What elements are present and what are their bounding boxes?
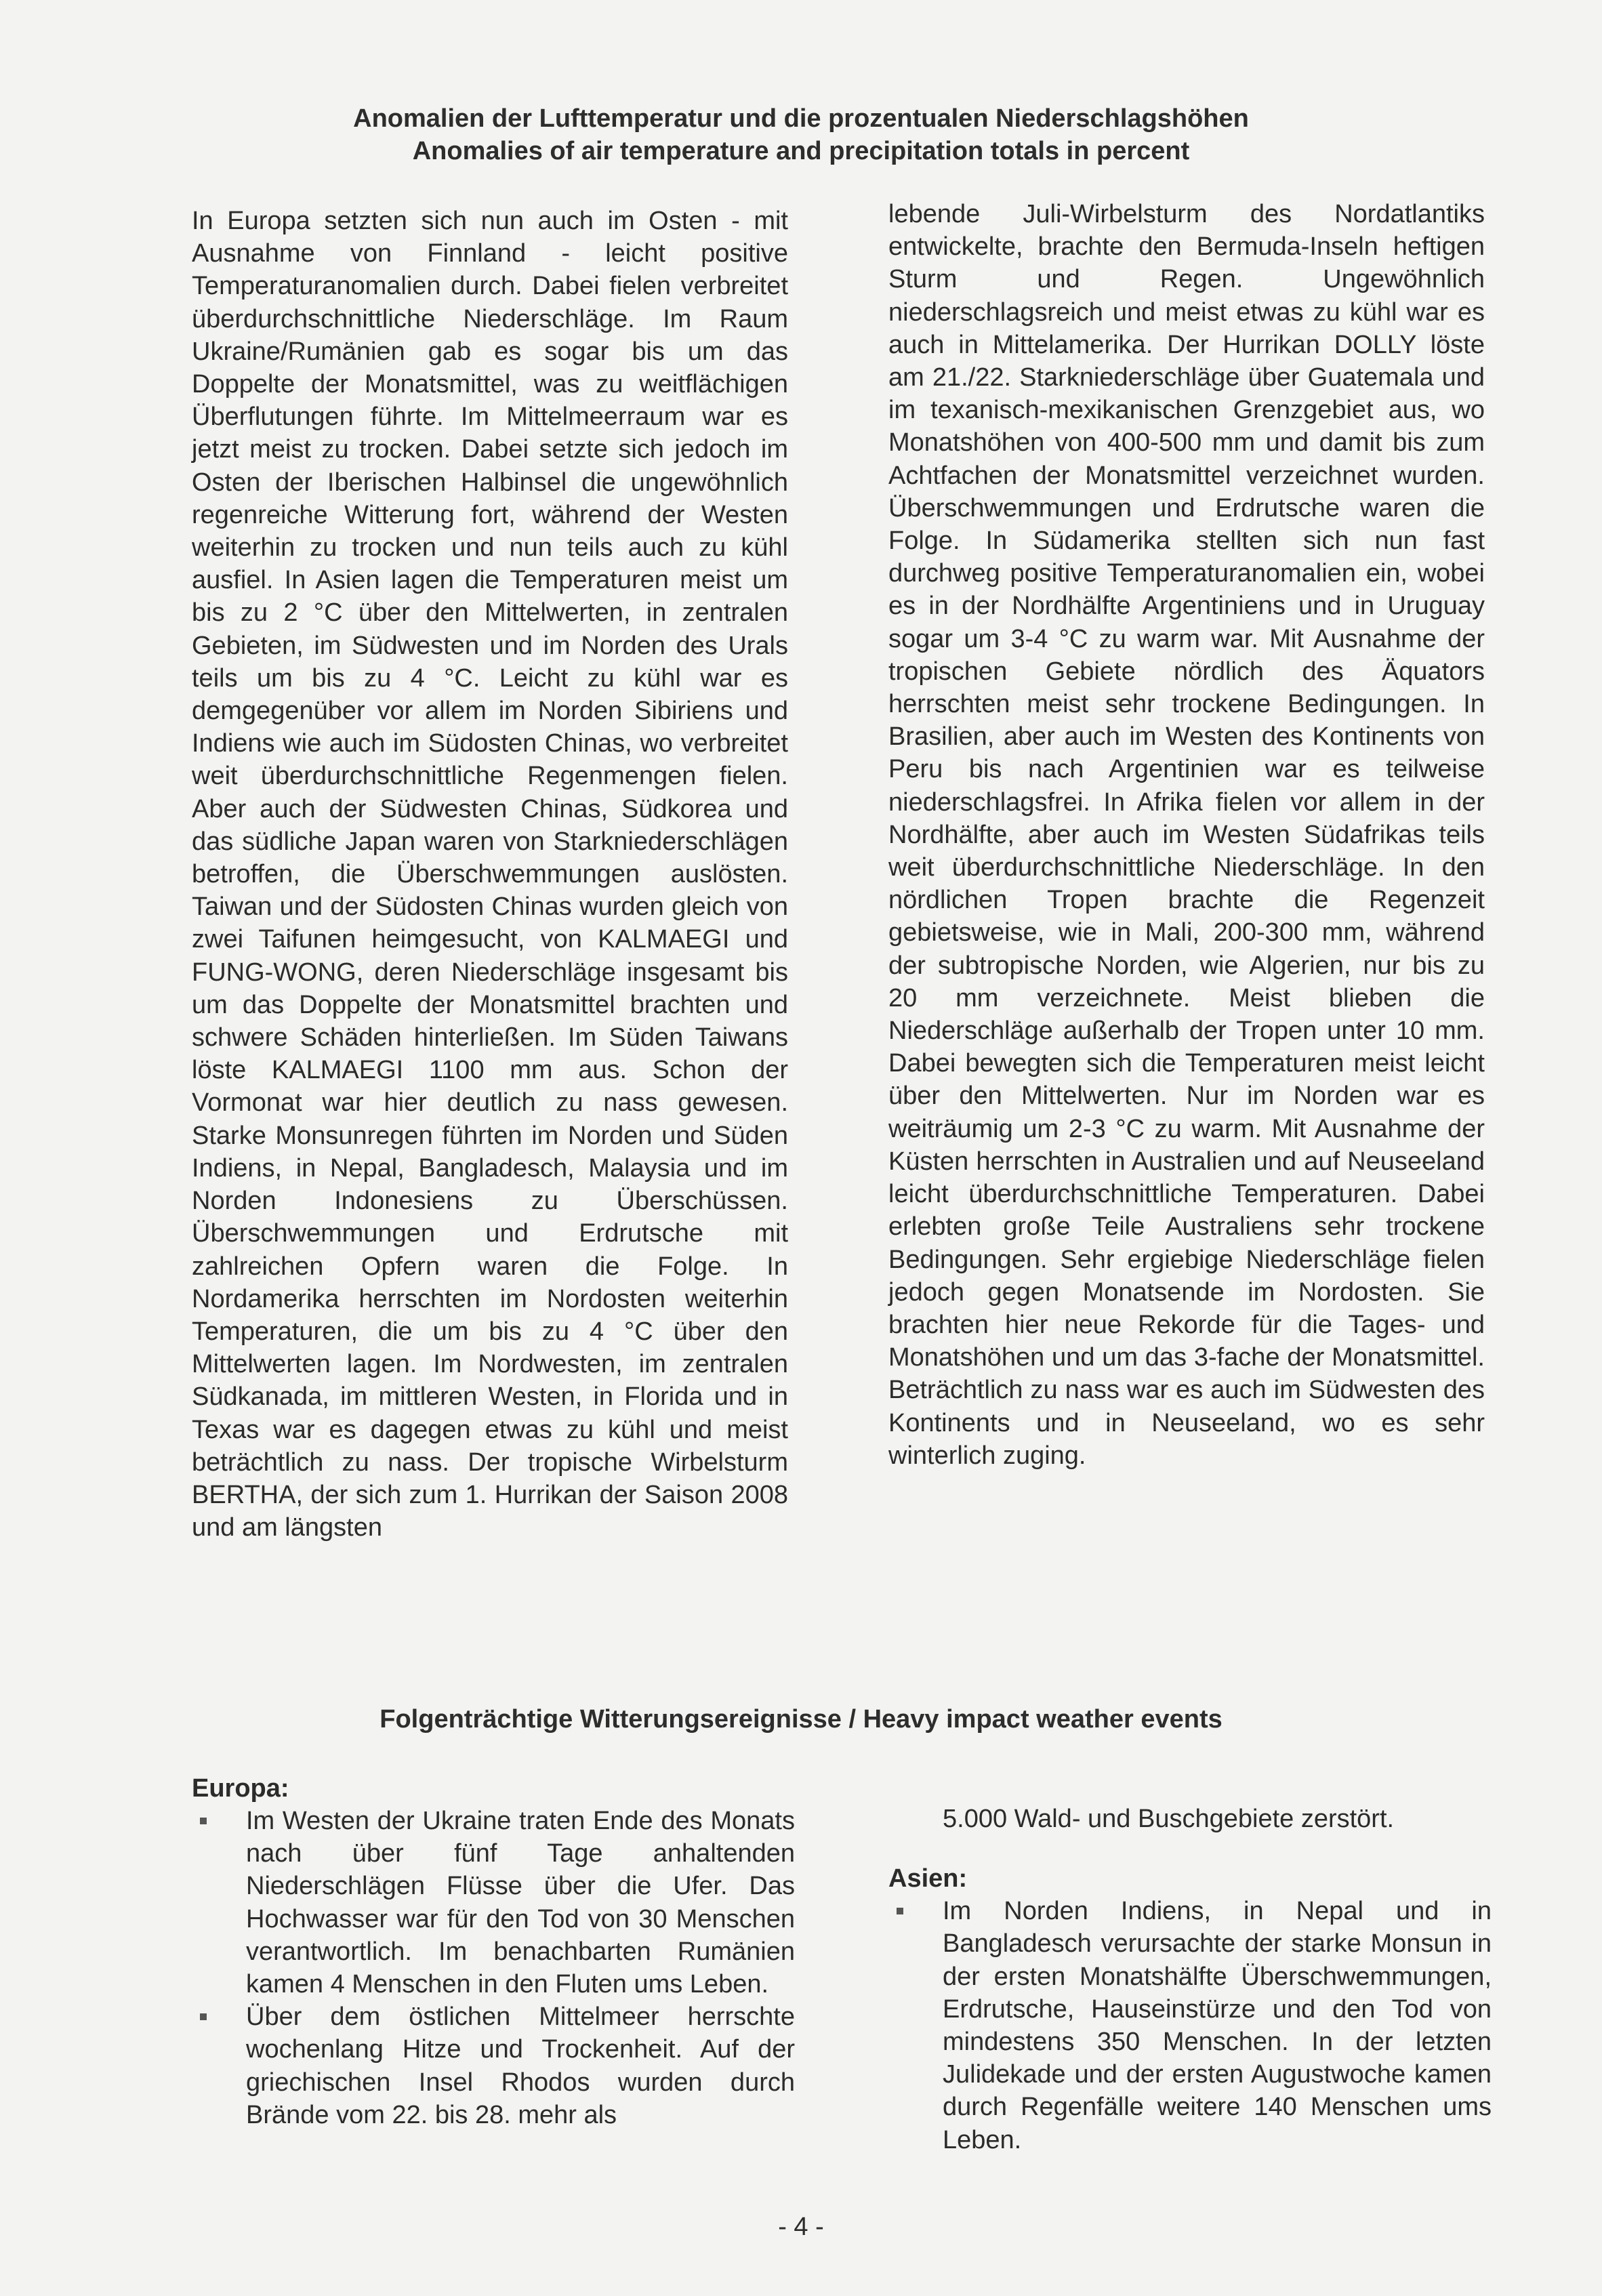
- bullet-icon: [200, 2013, 207, 2020]
- body-column-left: [192, 205, 788, 1544]
- event-continuation: 5.000 Wald- und Buschgebiete zerstört.: [943, 1805, 1395, 1833]
- body-paragraph-right: lebende Juli-Wirbelsturm des Nordatlantiks entwickelte, brachte den Bermuda-Inseln heftigen Sturm und Regen. Ungewöhnlich niederschlagsreich und meist etwas zu kühl war es auch in Mittelamerika. Der Hurrikan DOLLY löste am 21./22. Starkniederschläge über Guatemala und im texanisch-mexikanischen Grenzgebiet aus, wo Monatshöhen von 400-500 mm und damit bis zum Achtfachen der Monatsmittel verzeichnet wurden. Überschwemmungen und Erdrutsche waren die Folge. In Südamerika stellten sich nun fast durchweg positive Temperaturanomalien ein, wobei es in der Nordhälfte Argentiniens und in Uruguay sogar um 3-4 °C zu warm war. Mit Ausnahme der tropischen Gebiete nördlich des Äquators herrschten meist sehr trockene Bedingungen. In Brasilien, aber auch im Westen des Kontinents von Peru bis nach Argentinien war es teilweise niederschlagsfrei. In Afrika fielen vor allem in der Nordhälfte, aber auch im Westen Südafrikas teils weit überdurchschnittliche Niederschläge. In den nördlichen Tropen brachte die Regenzeit gebietsweise, wie in Mali, 200-300 mm, während der subtropische Norden, wie Algerien, nur bis zu 20 mm verzeichnete. Meist blieben die Niederschläge außerhalb der Tropen unter 10 mm. Dabei bewegten sich die Temperaturen meist leicht über den Mittelwerten. Nur im Norden war es weiträumig um 2-3 °C zu warm. Mit Ausnahme der Küsten herrschten in Australien und auf Neuseeland leicht überdurchschnittliche Temperaturen. Dabei erlebten große Teile Australiens sehr trockene Bedingungen. Sehr ergiebige Niederschläge fielen jedoch gegen Monatsende im Nordosten. Sie brachten hier neue Rekorde für die Tages- und Monatshöhen und um das 3-fache der Monatsmittel. Beträchtlich zu nass war es auch im Südwesten des Kontinents und in Neuseeland, wo es sehr winterlich zuging.: [888, 200, 1485, 1470]
- bullet-icon: [897, 1908, 903, 1914]
- events-section-title: Folgenträchtige Witterungsereignisse / Heavy impact weather events: [379, 1705, 1223, 1734]
- event-item: [192, 2001, 795, 2131]
- event-list-europe: [192, 1805, 795, 2131]
- event-text: Im Norden Indiens, in Nepal und in Bangladesch verursachte der starke Monsun in der ersten Monatshälfte Überschwemmungen, Erdrutsche, Hauseinstürze und den Tod von mindestens 350 Menschen. In der letzten Julidekade und der ersten Augustwoche kamen durch Regenfälle weitere 140 Menschen ums Leben.: [943, 1897, 1492, 2154]
- page-title-de: Anomalien der Lufttemperatur und die prozentualen Niederschlagshöhen: [353, 104, 1249, 133]
- region-label-europe: Europa:: [192, 1774, 289, 1803]
- event-text: Im Westen der Ukraine traten Ende des Monats nach über fünf Tage anhaltenden Niederschlägen Flüsse über die Ufer. Das Hochwasser war für den Tod von 30 Menschen verantwortlich. Im benachbarten Rumänien kamen 4 Menschen in den Fluten ums Leben.: [246, 1807, 795, 1999]
- event-text: Über dem östlichen Mittelmeer herrschte wochenlang Hitze und Trockenheit. Auf der griechischen Insel Rhodos wurden durch Brände vom 22. bis 28. mehr als: [246, 2003, 795, 2129]
- page-title-en: Anomalies of air temperature and precipitation totals in percent: [412, 137, 1190, 165]
- bullet-icon: [200, 1818, 207, 1824]
- region-label-asia: Asien:: [888, 1864, 968, 1893]
- event-item: [888, 1895, 1492, 2156]
- events-column-right: [888, 1803, 1492, 2156]
- body-paragraph-left: In Europa setzten sich nun auch im Osten - mit Ausnahme von Finnland - leicht positive Temperaturanomalien durch. Dabei fielen verbreitet überdurchschnittliche Niederschläge. Im Raum Ukraine/Rumänien gab es sogar bis um das Doppelte der Monatsmittel, was zu weitflächigen Überflutungen führte. Im Mittelmeerraum war es jetzt meist zu trocken. Dabei setzte sich jedoch im Osten der Iberischen Halbinsel die ungewöhnlich regenreiche Witterung fort, während der Westen weiterhin zu trocken und nun teils auch zu kühl ausfiel. In Asien lagen die Temperaturen meist um bis zu 2 °C über den Mittelwerten, in zentralen Gebieten, im Südwesten und im Norden des Urals teils um bis zu 4 °C. Leicht zu kühl war es demgegenüber vor allem im Norden Sibiriens und Indiens wie auch im Südosten Chinas, wo verbreitet weit überdurchschnittliche Regenmengen fielen. Aber auch der Südwesten Chinas, Südkorea und das südliche Japan waren von Starkniederschlägen betroffen, die Überschwemmungen auslösten. Taiwan und der Südosten Chinas wurden gleich von zwei Taifunen heimgesucht, von KALMAEGI und FUNG-WONG, deren Niederschläge insgesamt bis um das Doppelte der Monatsmittel brachten und schwere Schäden hinterließen. Im Süden Taiwans löste KALMAEGI 1100 mm aus. Schon der Vormonat war hier deutlich zu nass gewesen. Starke Monsunregen führten im Norden und Süden Indiens, in Nepal, Bangladesch, Malaysia und im Norden Indonesiens zu Überschüssen. Überschwemmungen und Erdrutsche mit zahlreichen Opfern waren die Folge. In Nordamerika herrschten im Nordosten weiterhin Temperaturen, die um bis zu 4 °C über den Mittelwerten lagen. Im Nordwesten, im zentralen Südkanada, im mittleren Westen, in Florida und in Texas war es dagegen etwas zu kühl und meist beträchtlich zu nass. Der tropische Wirbelsturm BERTHA, der sich zum 1. Hurrikan der Saison 2008 und am längsten: [192, 207, 788, 1542]
- body-column-right: [888, 198, 1485, 1472]
- event-item: [192, 1805, 795, 2001]
- event-list-asia: [888, 1895, 1492, 2156]
- events-column-left: [192, 1772, 795, 2131]
- page-number: - 4 -: [778, 2213, 824, 2241]
